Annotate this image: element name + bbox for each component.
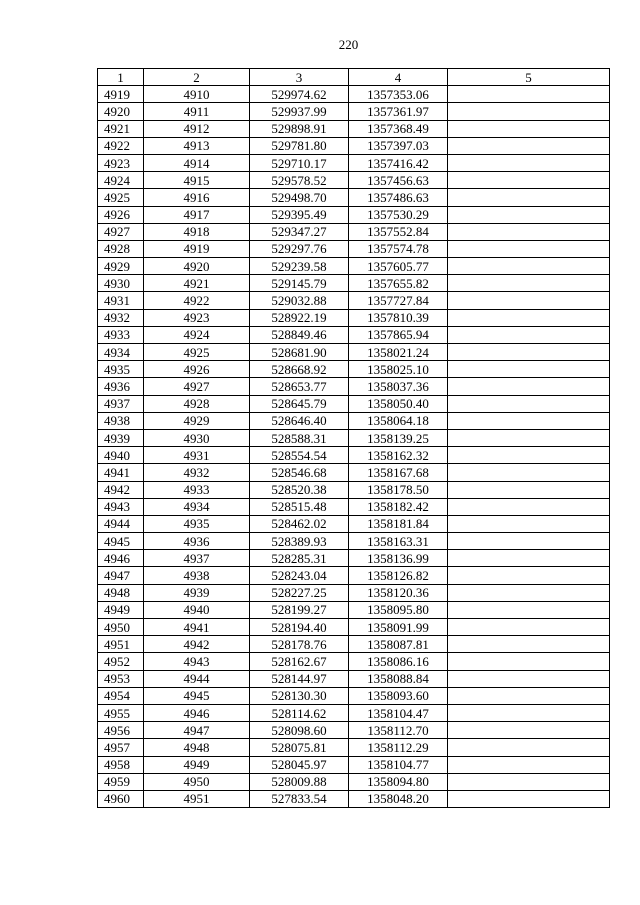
table-cell-col-4: 1358136.99 — [349, 550, 448, 567]
table-cell-col-1: 4932 — [98, 309, 144, 326]
table-row — [98, 275, 610, 292]
table-cell-col-5 — [448, 773, 610, 790]
table-cell-col-5 — [448, 103, 610, 120]
table-cell-col-5 — [448, 567, 610, 584]
table-cell-col-2: 4940 — [144, 601, 250, 618]
table-cell-col-3: 528922.19 — [250, 309, 349, 326]
table-cell-col-5 — [448, 653, 610, 670]
table-cell-col-4: 1358025.10 — [349, 361, 448, 378]
table-cell-col-5 — [448, 722, 610, 739]
table-cell-col-2: 4948 — [144, 739, 250, 756]
table-row — [98, 447, 610, 464]
table-cell-col-3: 528520.38 — [250, 481, 349, 498]
table-cell-col-3: 528462.02 — [250, 515, 349, 532]
table-cell-col-2: 4910 — [144, 86, 250, 103]
table-cell-col-5 — [448, 464, 610, 481]
table-cell-col-2: 4945 — [144, 687, 250, 704]
table-cell-col-4: 1357530.29 — [349, 206, 448, 223]
table-cell-col-4: 1357486.63 — [349, 189, 448, 206]
table-cell-col-3: 528389.93 — [250, 533, 349, 550]
table-row — [98, 292, 610, 309]
table-cell-col-3: 529032.88 — [250, 292, 349, 309]
table-cell-col-4: 1358064.18 — [349, 412, 448, 429]
table-cell-col-2: 4936 — [144, 533, 250, 550]
column-header-2: 2 — [144, 69, 250, 86]
table-cell-col-4: 1358163.31 — [349, 533, 448, 550]
table-cell-col-3: 528144.97 — [250, 670, 349, 687]
table-cell-col-1: 4948 — [98, 584, 144, 601]
table-cell-col-3: 528285.31 — [250, 550, 349, 567]
table-cell-col-1: 4944 — [98, 515, 144, 532]
table-cell-col-5 — [448, 412, 610, 429]
table-cell-col-2: 4939 — [144, 584, 250, 601]
table-cell-col-1: 4947 — [98, 567, 144, 584]
table-cell-col-5 — [448, 515, 610, 532]
table-cell-col-5 — [448, 361, 610, 378]
table-cell-col-3: 529347.27 — [250, 223, 349, 240]
table-row — [98, 378, 610, 395]
table-cell-col-3: 529578.52 — [250, 172, 349, 189]
table-cell-col-2: 4934 — [144, 498, 250, 515]
table-cell-col-5 — [448, 395, 610, 412]
table-cell-col-2: 4919 — [144, 240, 250, 257]
table-cell-col-2: 4914 — [144, 154, 250, 171]
table-cell-col-3: 528009.88 — [250, 773, 349, 790]
table-body — [98, 86, 610, 808]
table-cell-col-2: 4913 — [144, 137, 250, 154]
table-cell-col-5 — [448, 137, 610, 154]
table-cell-col-1: 4920 — [98, 103, 144, 120]
table-cell-col-5 — [448, 550, 610, 567]
table-cell-col-5 — [448, 326, 610, 343]
table-cell-col-3: 528199.27 — [250, 601, 349, 618]
table-cell-col-4: 1358093.60 — [349, 687, 448, 704]
table-cell-col-4: 1358094.80 — [349, 773, 448, 790]
table-row — [98, 790, 610, 807]
table-cell-col-4: 1358091.99 — [349, 619, 448, 636]
table-cell-col-4: 1358178.50 — [349, 481, 448, 498]
table-cell-col-4: 1357552.84 — [349, 223, 448, 240]
table-cell-col-2: 4928 — [144, 395, 250, 412]
table-cell-col-2: 4947 — [144, 722, 250, 739]
table-cell-col-2: 4929 — [144, 412, 250, 429]
table-cell-col-4: 1357810.39 — [349, 309, 448, 326]
table-cell-col-3: 528646.40 — [250, 412, 349, 429]
table-cell-col-4: 1358087.81 — [349, 636, 448, 653]
table-cell-col-4: 1358181.84 — [349, 515, 448, 532]
table-cell-col-4: 1357397.03 — [349, 137, 448, 154]
table-row — [98, 687, 610, 704]
table-row — [98, 739, 610, 756]
table-cell-col-5 — [448, 498, 610, 515]
table-cell-col-1: 4938 — [98, 412, 144, 429]
table-cell-col-4: 1357605.77 — [349, 258, 448, 275]
table-cell-col-3: 528849.46 — [250, 326, 349, 343]
table-cell-col-2: 4932 — [144, 464, 250, 481]
table-cell-col-2: 4920 — [144, 258, 250, 275]
table-cell-col-2: 4923 — [144, 309, 250, 326]
table-cell-col-3: 529937.99 — [250, 103, 349, 120]
table-cell-col-3: 528681.90 — [250, 344, 349, 361]
table-row — [98, 704, 610, 721]
table-cell-col-4: 1358086.16 — [349, 653, 448, 670]
coordinates-table — [97, 68, 610, 808]
table-row — [98, 619, 610, 636]
table-cell-col-1: 4953 — [98, 670, 144, 687]
table-cell-col-3: 528546.68 — [250, 464, 349, 481]
table-cell-col-1: 4959 — [98, 773, 144, 790]
table-row — [98, 189, 610, 206]
table-cell-col-2: 4922 — [144, 292, 250, 309]
table-cell-col-5 — [448, 790, 610, 807]
table-cell-col-1: 4951 — [98, 636, 144, 653]
table-row — [98, 154, 610, 171]
table-cell-col-5 — [448, 223, 610, 240]
table-row — [98, 481, 610, 498]
table-cell-col-2: 4946 — [144, 704, 250, 721]
table-cell-col-2: 4935 — [144, 515, 250, 532]
column-header-3: 3 — [250, 69, 349, 86]
table-row — [98, 773, 610, 790]
column-header-4: 4 — [349, 69, 448, 86]
table-cell-col-3: 528098.60 — [250, 722, 349, 739]
table-cell-col-5 — [448, 172, 610, 189]
table-cell-col-4: 1358182.42 — [349, 498, 448, 515]
table-cell-col-3: 528653.77 — [250, 378, 349, 395]
table-cell-col-1: 4950 — [98, 619, 144, 636]
table-cell-col-4: 1358050.40 — [349, 395, 448, 412]
table-cell-col-5 — [448, 378, 610, 395]
table-cell-col-1: 4937 — [98, 395, 144, 412]
table-row — [98, 429, 610, 446]
table-cell-col-3: 529297.76 — [250, 240, 349, 257]
table-row — [98, 120, 610, 137]
table-cell-col-1: 4952 — [98, 653, 144, 670]
table-cell-col-4: 1357574.78 — [349, 240, 448, 257]
table-cell-col-2: 4918 — [144, 223, 250, 240]
table-cell-col-4: 1357655.82 — [349, 275, 448, 292]
table-cell-col-3: 528645.79 — [250, 395, 349, 412]
table-cell-col-3: 528075.81 — [250, 739, 349, 756]
table-cell-col-1: 4936 — [98, 378, 144, 395]
table-cell-col-3: 528178.76 — [250, 636, 349, 653]
table-cell-col-2: 4942 — [144, 636, 250, 653]
table-cell-col-5 — [448, 481, 610, 498]
table-cell-col-3: 529498.70 — [250, 189, 349, 206]
table-cell-col-3: 528130.30 — [250, 687, 349, 704]
table-cell-col-3: 528194.40 — [250, 619, 349, 636]
table-row — [98, 223, 610, 240]
table-cell-col-5 — [448, 601, 610, 618]
table-cell-col-4: 1357865.94 — [349, 326, 448, 343]
table-cell-col-4: 1358088.84 — [349, 670, 448, 687]
table-cell-col-1: 4945 — [98, 533, 144, 550]
table-cell-col-3: 529710.17 — [250, 154, 349, 171]
table-cell-col-1: 4928 — [98, 240, 144, 257]
table-cell-col-5 — [448, 154, 610, 171]
table-cell-col-2: 4938 — [144, 567, 250, 584]
table-cell-col-5 — [448, 275, 610, 292]
table-cell-col-2: 4937 — [144, 550, 250, 567]
table-cell-col-5 — [448, 258, 610, 275]
table-row — [98, 412, 610, 429]
table-cell-col-3: 528162.67 — [250, 653, 349, 670]
table-cell-col-1: 4960 — [98, 790, 144, 807]
table-cell-col-1: 4954 — [98, 687, 144, 704]
table-cell-col-1: 4941 — [98, 464, 144, 481]
table-cell-col-4: 1357727.84 — [349, 292, 448, 309]
table-cell-col-4: 1358048.20 — [349, 790, 448, 807]
table-cell-col-2: 4943 — [144, 653, 250, 670]
table-row — [98, 567, 610, 584]
table-cell-col-5 — [448, 344, 610, 361]
table-row — [98, 584, 610, 601]
table-cell-col-5 — [448, 584, 610, 601]
table-cell-col-5 — [448, 687, 610, 704]
table-cell-col-2: 4931 — [144, 447, 250, 464]
table-cell-col-3: 528515.48 — [250, 498, 349, 515]
table-cell-col-3: 528114.62 — [250, 704, 349, 721]
table-cell-col-5 — [448, 309, 610, 326]
table-cell-col-5 — [448, 292, 610, 309]
table-cell-col-5 — [448, 739, 610, 756]
table-cell-col-5 — [448, 704, 610, 721]
table-cell-col-1: 4933 — [98, 326, 144, 343]
table-cell-col-3: 528227.25 — [250, 584, 349, 601]
table-cell-col-2: 4950 — [144, 773, 250, 790]
table-cell-col-4: 1358104.77 — [349, 756, 448, 773]
table-row — [98, 601, 610, 618]
header-row — [98, 69, 610, 86]
table-cell-col-2: 4912 — [144, 120, 250, 137]
table-row — [98, 515, 610, 532]
table-cell-col-1: 4930 — [98, 275, 144, 292]
table-cell-col-1: 4924 — [98, 172, 144, 189]
table-row — [98, 395, 610, 412]
table-cell-col-1: 4949 — [98, 601, 144, 618]
table-cell-col-5 — [448, 240, 610, 257]
table-cell-col-5 — [448, 533, 610, 550]
table-row — [98, 670, 610, 687]
column-header-5: 5 — [448, 69, 610, 86]
table-cell-col-4: 1357456.63 — [349, 172, 448, 189]
table-cell-col-4: 1357368.49 — [349, 120, 448, 137]
table-row — [98, 344, 610, 361]
table-cell-col-4: 1358095.80 — [349, 601, 448, 618]
table-cell-col-4: 1357416.42 — [349, 154, 448, 171]
table-cell-col-2: 4944 — [144, 670, 250, 687]
table-cell-col-3: 529974.62 — [250, 86, 349, 103]
table-cell-col-2: 4941 — [144, 619, 250, 636]
table-cell-col-4: 1358162.32 — [349, 447, 448, 464]
table-cell-col-4: 1358126.82 — [349, 567, 448, 584]
table-cell-col-1: 4958 — [98, 756, 144, 773]
table-cell-col-1: 4955 — [98, 704, 144, 721]
table-cell-col-5 — [448, 670, 610, 687]
table-cell-col-3: 528668.92 — [250, 361, 349, 378]
table-cell-col-1: 4946 — [98, 550, 144, 567]
table-cell-col-5 — [448, 636, 610, 653]
table-cell-col-3: 528588.31 — [250, 429, 349, 446]
table-cell-col-1: 4929 — [98, 258, 144, 275]
table-cell-col-1: 4939 — [98, 429, 144, 446]
table-cell-col-1: 4926 — [98, 206, 144, 223]
table-row — [98, 309, 610, 326]
table-cell-col-2: 4926 — [144, 361, 250, 378]
table-cell-col-5 — [448, 756, 610, 773]
table-row — [98, 86, 610, 103]
table-cell-col-1: 4942 — [98, 481, 144, 498]
table-cell-col-3: 529145.79 — [250, 275, 349, 292]
table-cell-col-3: 528045.97 — [250, 756, 349, 773]
table-cell-col-1: 4922 — [98, 137, 144, 154]
table-cell-col-2: 4949 — [144, 756, 250, 773]
table-header — [98, 69, 610, 86]
table-cell-col-3: 529898.91 — [250, 120, 349, 137]
table-cell-col-4: 1357361.97 — [349, 103, 448, 120]
table-cell-col-1: 4927 — [98, 223, 144, 240]
table-row — [98, 653, 610, 670]
page-number: 220 — [338, 37, 359, 52]
table-cell-col-2: 4951 — [144, 790, 250, 807]
table-cell-col-4: 1358139.25 — [349, 429, 448, 446]
column-header-1: 1 — [98, 69, 144, 86]
table-cell-col-2: 4924 — [144, 326, 250, 343]
table-cell-col-4: 1358112.70 — [349, 722, 448, 739]
table-cell-col-2: 4911 — [144, 103, 250, 120]
table-cell-col-3: 527833.54 — [250, 790, 349, 807]
table-cell-col-2: 4916 — [144, 189, 250, 206]
table-row — [98, 326, 610, 343]
table-cell-col-3: 529395.49 — [250, 206, 349, 223]
table-cell-col-3: 529781.80 — [250, 137, 349, 154]
table-cell-col-1: 4925 — [98, 189, 144, 206]
table-cell-col-4: 1358120.36 — [349, 584, 448, 601]
table-row — [98, 722, 610, 739]
table-cell-col-1: 4935 — [98, 361, 144, 378]
table-cell-col-1: 4934 — [98, 344, 144, 361]
table-cell-col-2: 4915 — [144, 172, 250, 189]
table-cell-col-1: 4921 — [98, 120, 144, 137]
table-row — [98, 240, 610, 257]
table-row — [98, 172, 610, 189]
table-cell-col-1: 4940 — [98, 447, 144, 464]
table-row — [98, 258, 610, 275]
table-cell-col-1: 4956 — [98, 722, 144, 739]
table-row — [98, 464, 610, 481]
table-row — [98, 636, 610, 653]
table-cell-col-5 — [448, 429, 610, 446]
table-cell-col-1: 4957 — [98, 739, 144, 756]
table-row — [98, 206, 610, 223]
table-row — [98, 756, 610, 773]
table-row — [98, 361, 610, 378]
table-cell-col-5 — [448, 619, 610, 636]
table-row — [98, 533, 610, 550]
table-cell-col-1: 4943 — [98, 498, 144, 515]
table-cell-col-2: 4933 — [144, 481, 250, 498]
table-cell-col-5 — [448, 206, 610, 223]
table-cell-col-2: 4921 — [144, 275, 250, 292]
table-cell-col-5 — [448, 86, 610, 103]
table-cell-col-4: 1358112.29 — [349, 739, 448, 756]
table-row — [98, 137, 610, 154]
table-cell-col-4: 1358037.36 — [349, 378, 448, 395]
table-cell-col-1: 4923 — [98, 154, 144, 171]
table-cell-col-4: 1358167.68 — [349, 464, 448, 481]
table-cell-col-1: 4919 — [98, 86, 144, 103]
table-cell-col-4: 1358021.24 — [349, 344, 448, 361]
table-cell-col-4: 1358104.47 — [349, 704, 448, 721]
table-cell-col-3: 528554.54 — [250, 447, 349, 464]
table-cell-col-2: 4930 — [144, 429, 250, 446]
table-cell-col-3: 529239.58 — [250, 258, 349, 275]
table-cell-col-3: 528243.04 — [250, 567, 349, 584]
table-cell-col-2: 4925 — [144, 344, 250, 361]
table-cell-col-2: 4917 — [144, 206, 250, 223]
table-cell-col-2: 4927 — [144, 378, 250, 395]
table-row — [98, 550, 610, 567]
table-cell-col-5 — [448, 120, 610, 137]
table-row — [98, 498, 610, 515]
table-cell-col-5 — [448, 447, 610, 464]
table-cell-col-1: 4931 — [98, 292, 144, 309]
table-row — [98, 103, 610, 120]
table-cell-col-4: 1357353.06 — [349, 86, 448, 103]
table-cell-col-5 — [448, 189, 610, 206]
